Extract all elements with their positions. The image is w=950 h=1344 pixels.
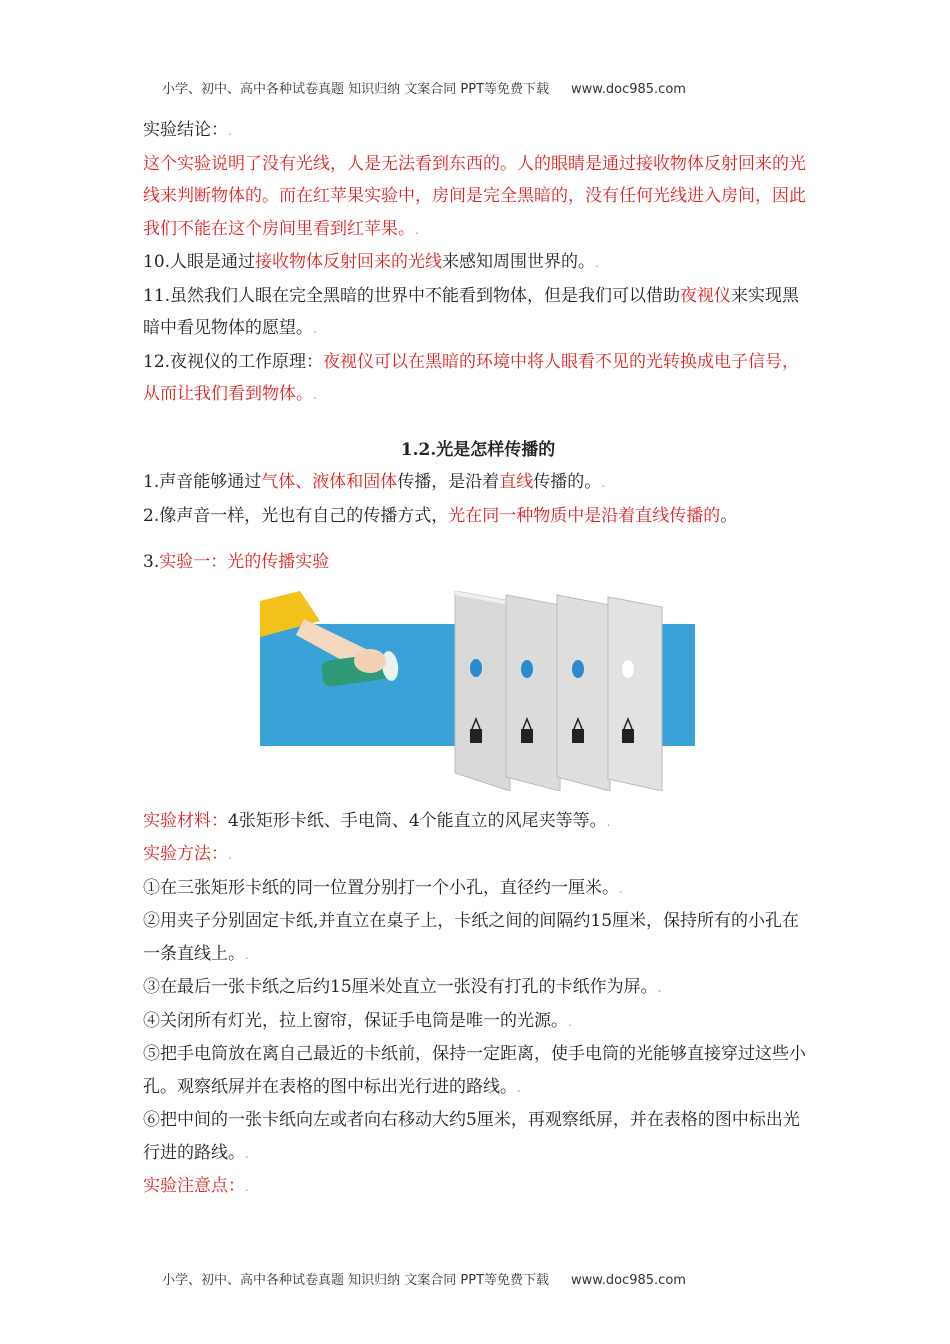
card-hole-3	[572, 660, 584, 678]
footer-site: www.doc985.com	[571, 1273, 686, 1288]
header-site: www.doc985.com	[571, 82, 686, 97]
section-para-3: 3.实验一：光的传播实验	[143, 552, 330, 572]
binder-clip-icon	[470, 729, 482, 743]
light-spot	[622, 660, 634, 678]
step-4: ④关闭所有灯光，拉上窗帘，保证手电筒是唯一的光源。.	[143, 1010, 572, 1031]
notes-label: 实验注意点：.	[143, 1176, 249, 1196]
card-hole-2	[521, 660, 533, 678]
section-title: 1.2.光是怎样传播的	[400, 439, 556, 460]
card-hole-1	[470, 659, 482, 677]
paragraph-12: 12.夜视仪的工作原理：夜视仪可以在黑暗的环境中将人眼看不见的光转换成电子信号，从而让我们看到物体。.	[143, 351, 800, 404]
paragraph-11: 11.虽然我们人眼在完全黑暗的世界中不能看到物体，但是我们可以借助夜视仪来实现黑暗中看见物体的愿望。.	[143, 285, 800, 338]
screen-card	[608, 597, 662, 791]
document-body	[143, 114, 813, 1204]
step-5: ⑤把手电筒放在离自己最近的卡纸前，保持一定距离，使手电筒的光能够直接穿过这些小孔。观察纸屏并在表格的图中标出光行进的路线。.	[143, 1044, 806, 1097]
step-6: ⑥把中间的一张卡纸向左或者向右移动大约5厘米，再观察纸屏，并在表格的图中标出光行进的路线。.	[143, 1110, 800, 1163]
card-2	[506, 595, 560, 791]
paragraph-10: 10.人眼是通过接收物体反射回来的光线来感知周围世界的。.	[143, 252, 599, 272]
conclusion-text: 这个实验说明了没有光线，人是无法看到东西的。人的眼睛是通过接收物体反射回来的光线来判断物体的。而在红苹果实验中，房间是完全黑暗的，没有任何光线进入房间，因此我们不能在这个房间里看到红苹果。.	[143, 153, 806, 239]
step-1: ①在三张矩形卡纸的同一位置分别打一个小孔，直径约一厘米。.	[143, 877, 623, 898]
experiment-figure	[260, 591, 710, 791]
card-3	[557, 595, 610, 791]
light-propagation-illustration	[260, 591, 710, 791]
conclusion-label: 实验结论：.	[143, 120, 232, 140]
binder-clip-icon	[572, 729, 584, 743]
step-2: ②用夹子分别固定卡纸,并直立在桌子上，卡纸之间的间隔约15厘米，保持所有的小孔在一条直线上。.	[143, 911, 800, 964]
section-para-2: 2.像声音一样，光也有自己的传播方式，光在同一种物质中是沿着直线传播的。	[143, 505, 738, 526]
binder-clip-icon	[521, 729, 533, 743]
header-text: 小学、初中、高中各种试卷真题 知识归纳 文案合同 PPT等免费下载	[162, 82, 550, 97]
footer-text: 小学、初中、高中各种试卷真题 知识归纳 文案合同 PPT等免费下载	[162, 1273, 550, 1288]
page-header	[162, 78, 802, 97]
step-3: ③在最后一张卡纸之后约15厘米处直立一张没有打孔的卡纸作为屏。.	[143, 977, 662, 997]
section-para-1: 1.声音能够通过气体、液体和固体传播，是沿着直线传播的。.	[143, 472, 606, 492]
materials: 实验材料：4张矩形卡纸、手电筒、4个能直立的风尾夹等等。.	[143, 810, 611, 831]
card-1	[455, 591, 510, 791]
method-label: 实验方法：.	[143, 844, 232, 864]
page-footer	[162, 1269, 802, 1288]
binder-clip-icon	[622, 729, 634, 743]
